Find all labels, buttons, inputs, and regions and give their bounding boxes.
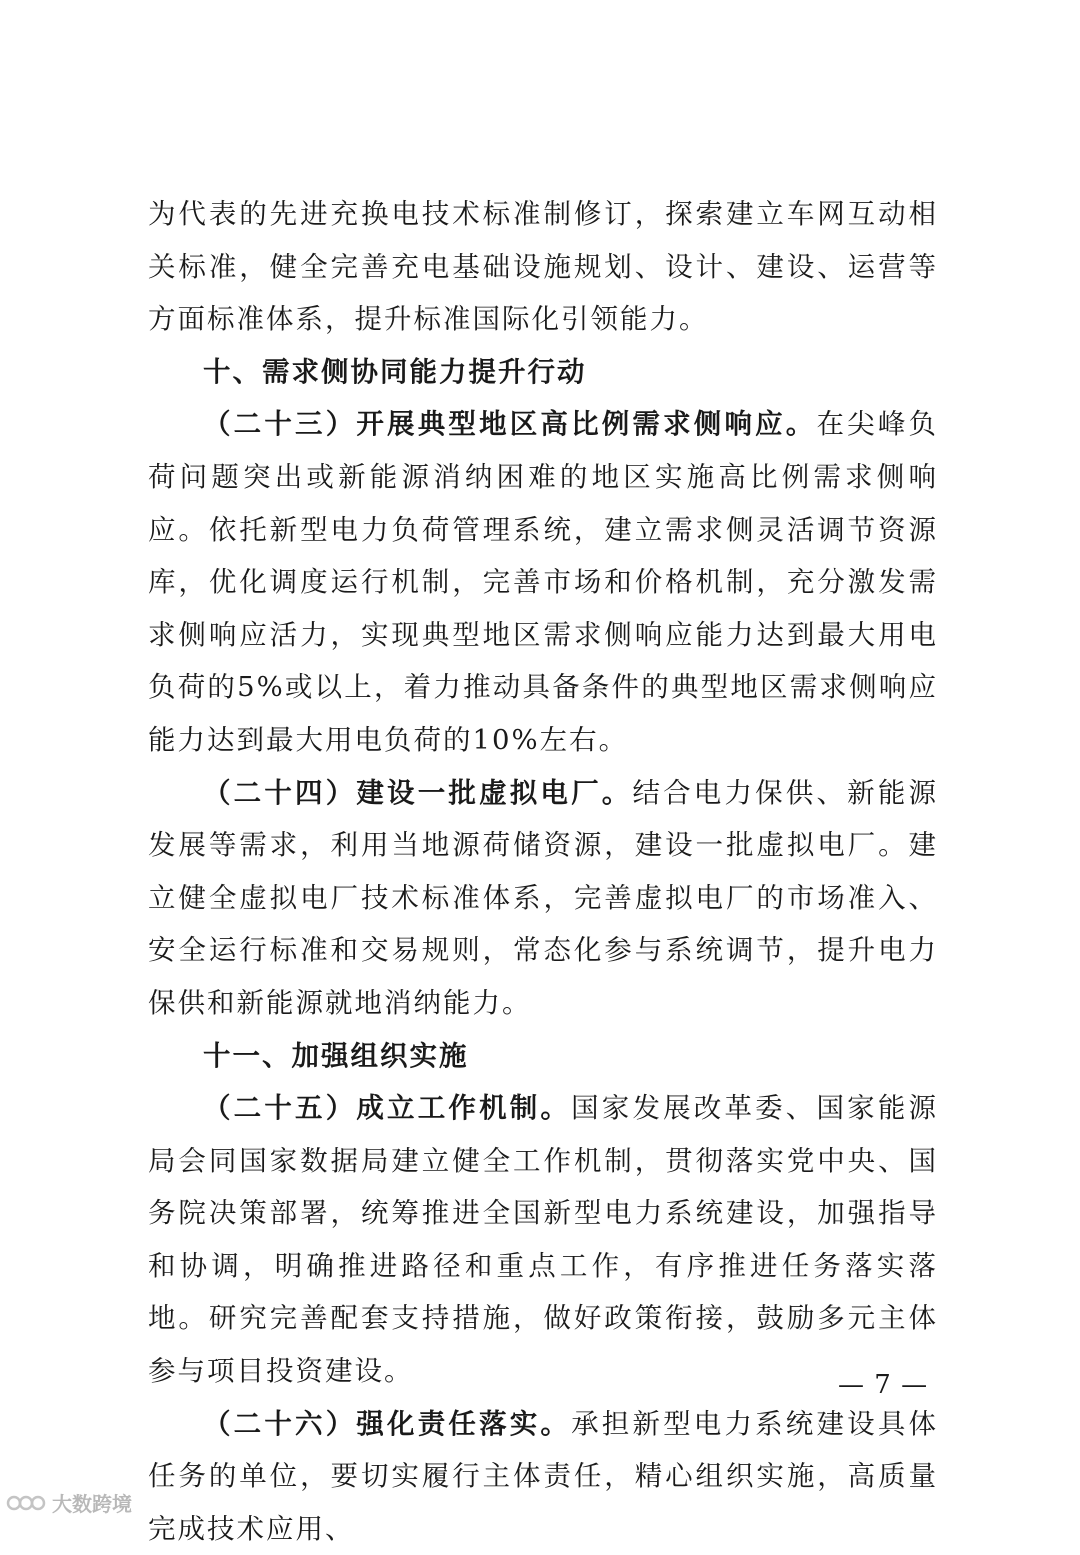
paragraph-25 <box>148 1082 938 1398</box>
paragraph-text: 国家发展改革委、国家能源局会同国家数据局建立健全工作机制，贯彻落实党中央、国务院决策部署，统筹推进全国新型电力系统建设，加强指导和协调，明确推进路径和重点工作，有序推进任务落实落地。研究完善配套支持措施，做好政策衔接，鼓励多元主体参与项目投资建设。 <box>148 1092 939 1388</box>
paragraph-lead: （二十三）开展典型地区高比例需求侧响应。 <box>203 408 817 441</box>
document-body <box>148 188 938 1555</box>
paragraph-23 <box>148 398 938 766</box>
heading-text: 十一、加强组织实施 <box>203 1039 469 1072</box>
heading-text: 十、需求侧协同能力提升行动 <box>203 355 587 388</box>
paragraph-24 <box>148 767 938 1030</box>
paragraph-text: 在尖峰负荷问题突出或新能源消纳困难的地区实施高比例需求侧响应。依托新型电力负荷管理系统，建立需求侧灵活调节资源库，优化调度运行机制，完善市场和价格机制，充分激发需求侧响应活力，实现典型地区需求侧响应能力达到最大用电负荷的5%或以上，着力推动具备条件的典型地区需求侧响应能力达到最大用电负荷的10%左右。 <box>148 408 939 756</box>
section-heading-demand-side <box>148 346 938 399</box>
brand-logo-icon <box>6 1491 46 1515</box>
paragraph-text: 承担新型电力系统建设具体任务的单位，要切实履行主体责任，精心组织实施，高质量完成技术应用、 <box>148 1407 939 1545</box>
page-number: — 7 — <box>838 1370 929 1400</box>
paragraph-text: 结合电力保供、新能源发展等需求，利用当地源荷储资源，建设一批虚拟电厂。建立健全虚拟电厂技术标准体系，完善虚拟电厂的市场准入、安全运行标准和交易规则，常态化参与系统调节，提升电力保供和新能源就地消纳能力。 <box>148 776 939 1019</box>
paragraph-26 <box>148 1398 938 1555</box>
paragraph-lead: （二十五）成立工作机制。 <box>203 1092 572 1125</box>
watermark-text: 大数跨境 <box>52 1492 132 1516</box>
paragraph-text: 为代表的先进充换电技术标准制修订，探索建立车网互动相关标准，健全完善充电基础设施规划、设计、建设、运营等方面标准体系，提升标准国际化引领能力。 <box>148 198 938 336</box>
paragraph-lead: （二十四）建设一批虚拟电厂。 <box>203 776 633 809</box>
watermark <box>6 1488 132 1517</box>
paragraph-continuation <box>148 188 938 346</box>
section-heading-organization <box>148 1030 938 1083</box>
paragraph-lead: （二十六）强化责任落实。 <box>203 1407 572 1440</box>
